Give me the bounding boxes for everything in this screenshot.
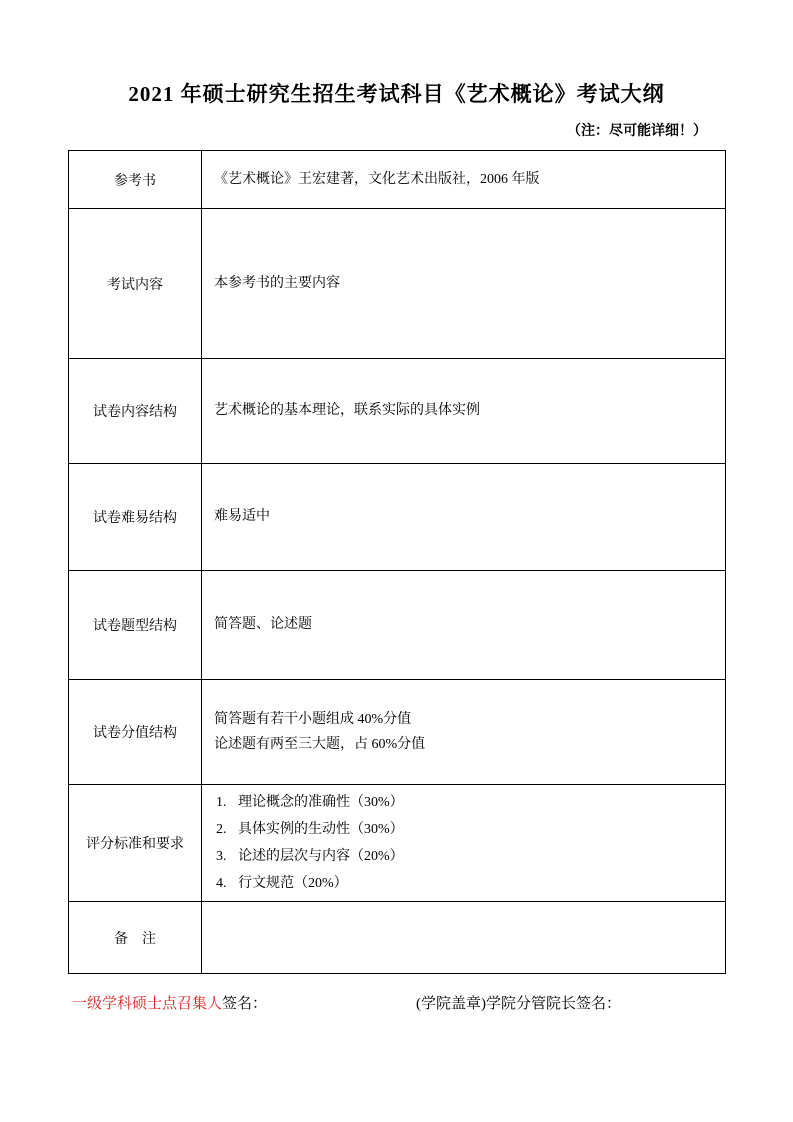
list-item-text: 论述的层次与内容（20%）: [238, 849, 404, 864]
row-label: 评分标准和要求: [69, 785, 202, 902]
list-item-text: 理论概念的准确性（30%）: [238, 795, 404, 810]
table-row: [69, 785, 726, 902]
score-structure-lines: [214, 707, 715, 757]
table-row: [69, 151, 726, 209]
row-content: [202, 902, 726, 974]
list-item-number: 2.: [216, 822, 227, 837]
list-item-number: 3.: [216, 849, 227, 864]
score-line: 论述题有两至三大题，占 60%分值: [214, 737, 426, 752]
row-content: 本参考书的主要内容: [202, 209, 726, 359]
page-title: 2021 年硕士研究生招生考试科目《艺术概论》考试大纲: [128, 82, 665, 106]
row-content: 《艺术概论》王宏建著，文化艺术出版社，2006 年版: [202, 151, 726, 209]
list-item-number: 1.: [216, 795, 227, 810]
list-item: [216, 870, 715, 897]
row-content: 艺术概论的基本理论，联系实际的具体实例: [202, 359, 726, 464]
row-label: 试卷分值结构: [69, 680, 202, 785]
syllabus-table: [68, 150, 726, 974]
table-row: [69, 680, 726, 785]
score-line: 简答题有若干小题组成 40%分值: [214, 712, 412, 727]
list-item-number: 4.: [216, 876, 227, 891]
row-label: 试卷题型结构: [69, 571, 202, 680]
footer-signature-right: (学院盖章)学院分管院长签名：: [416, 996, 621, 1012]
row-content: [202, 785, 726, 902]
row-label: 试卷难易结构: [69, 464, 202, 571]
list-item: [216, 789, 715, 816]
table-row: [69, 359, 726, 464]
table-row: [69, 209, 726, 359]
table-row: [69, 464, 726, 571]
list-item-text: 具体实例的生动性（30%）: [238, 822, 404, 837]
table-row: [69, 902, 726, 974]
row-label: 参考书: [69, 151, 202, 209]
row-content: [202, 680, 726, 785]
row-content: 简答题、论述题: [202, 571, 726, 680]
list-item-text: 行文规范（20%）: [238, 876, 348, 891]
note-text: （注：尽可能详细！）: [567, 124, 707, 139]
row-label: 试卷内容结构: [69, 359, 202, 464]
list-item: [216, 843, 715, 870]
convener-label: 一级学科硕士点召集人: [72, 996, 223, 1012]
row-label: 考试内容: [69, 209, 202, 359]
row-content: 难易适中: [202, 464, 726, 571]
table-row: [69, 571, 726, 680]
row-label: 备 注: [69, 902, 202, 974]
criteria-list: [214, 789, 715, 897]
sign-label: 签名：: [222, 996, 268, 1012]
list-item: [216, 816, 715, 843]
footer-signature-left: [72, 992, 267, 1013]
